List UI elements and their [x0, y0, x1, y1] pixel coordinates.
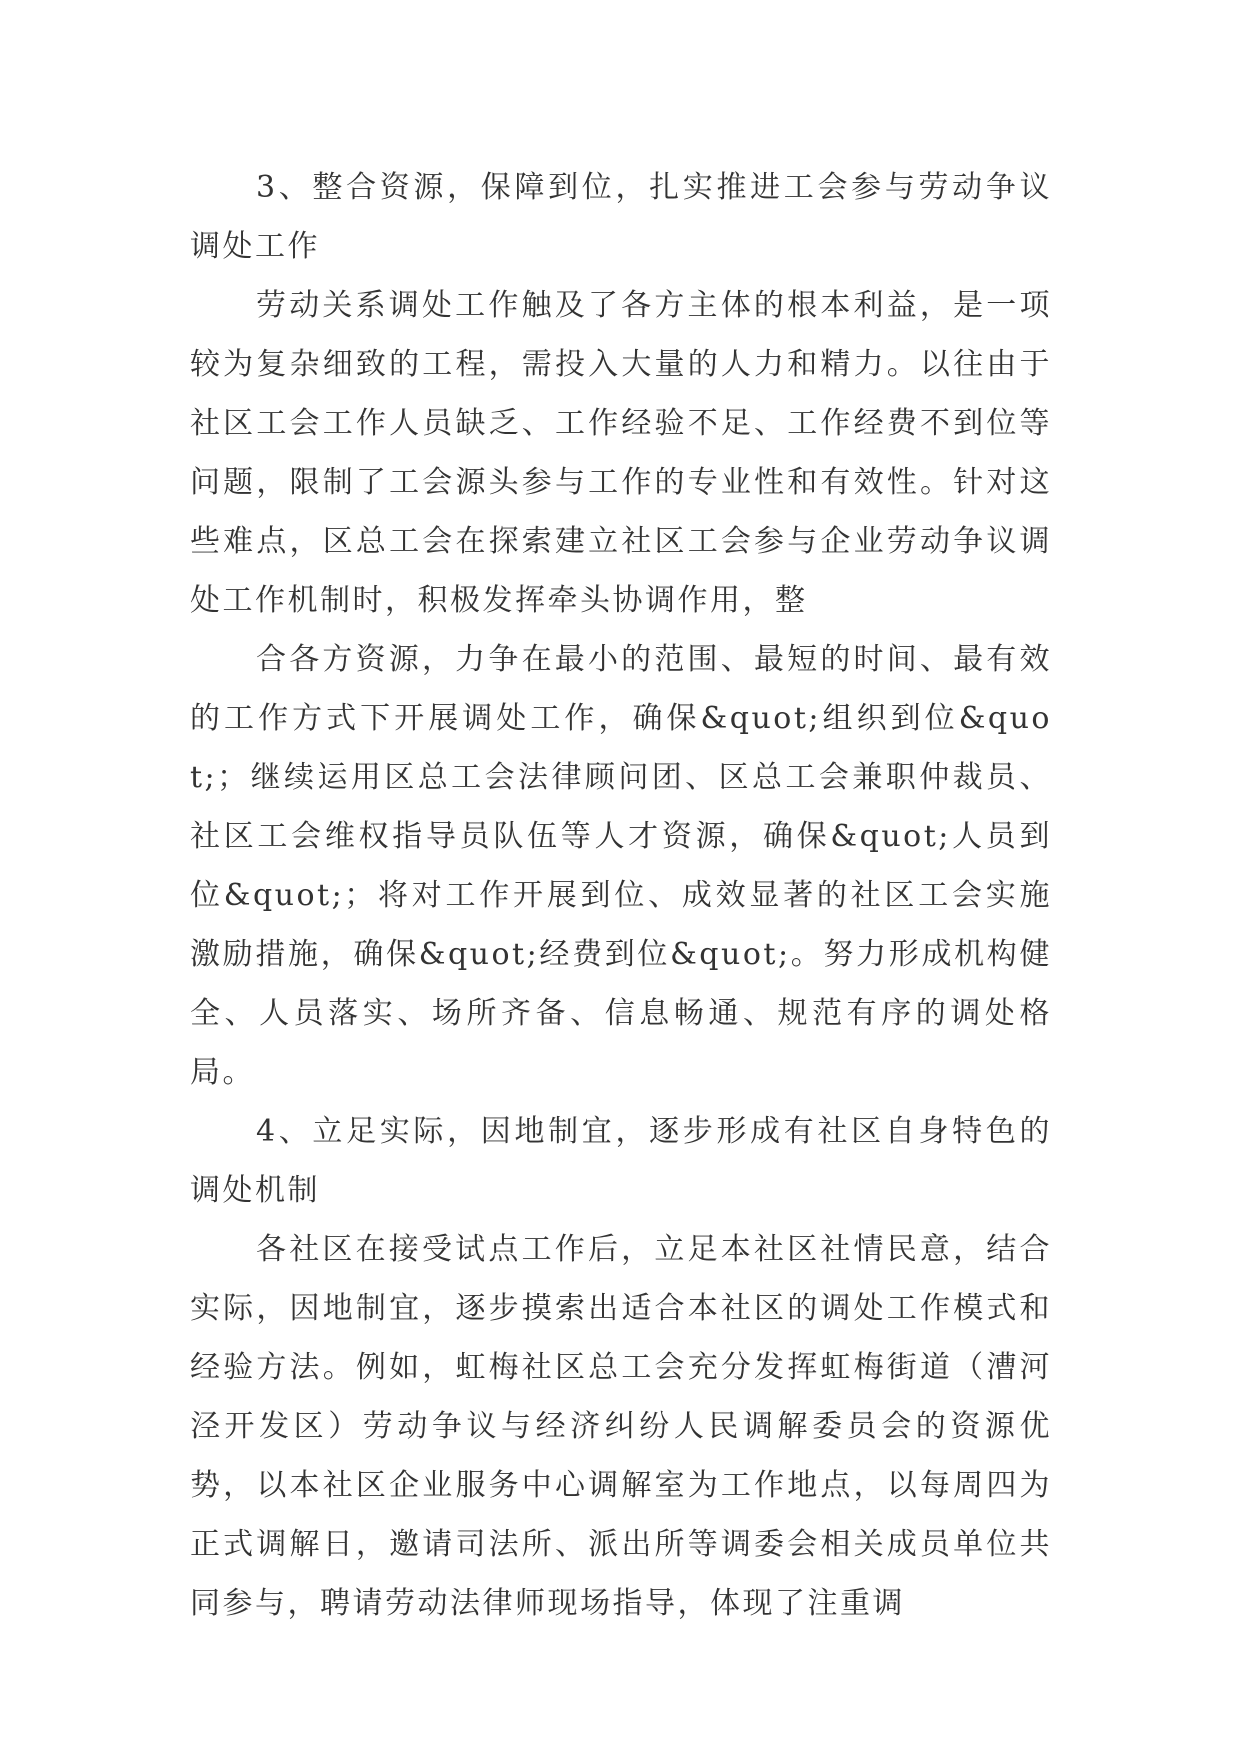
body-paragraph: 劳动关系调处工作触及了各方主体的根本利益，是一项较为复杂细致的工程，需投入大量的人力和精力。以往由于社区工会工作人员缺乏、工作经验不足、工作经费不到位等问题，限制了工会源头参与工作的专业性和有效性。针对这些难点，区总工会在探索建立社区工会参与企业劳动争议调处工作机制时，积极发挥牵头协调作用，整: [190, 288, 1052, 618]
section-heading-3: 3、整合资源，保障到位，扎实推进工会参与劳动争议调处工作: [190, 170, 1052, 264]
body-paragraph: 各社区在接受试点工作后，立足本社区社情民意，结合实际，因地制宜，逐步摸索出适合本社区的调处工作模式和经验方法。例如，虹梅社区总工会充分发挥虹梅街道（漕河泾开发区）劳动争议与经济纠纷人民调解委员会的资源优势，以本社区企业服务中心调解室为工作地点，以每周四为正式调解日，邀请司法所、派出所等调委会相关成员单位共同参与，聘请劳动法律师现场指导，体现了注重调: [190, 1232, 1052, 1621]
document-body: [190, 158, 1052, 1633]
section-heading-4: 4、立足实际，因地制宜，逐步形成有社区自身特色的调处机制: [190, 1114, 1052, 1208]
body-paragraph: 合各方资源，力争在最小的范围、最短的时间、最有效的工作方式下开展调处工作，确保&quot;组织到位&quot;；继续运用区总工会法律顾问团、区总工会兼职仲裁员、社区工会维权指导员队伍等人才资源，确保&quot;人员到位&quot;；将对工作开展到位、成效显著的社区工会实施激励措施，确保&quot;经费到位&quot;。努力形成机构健全、人员落实、场所齐备、信息畅通、规范有序的调处格局。: [190, 642, 1052, 1090]
